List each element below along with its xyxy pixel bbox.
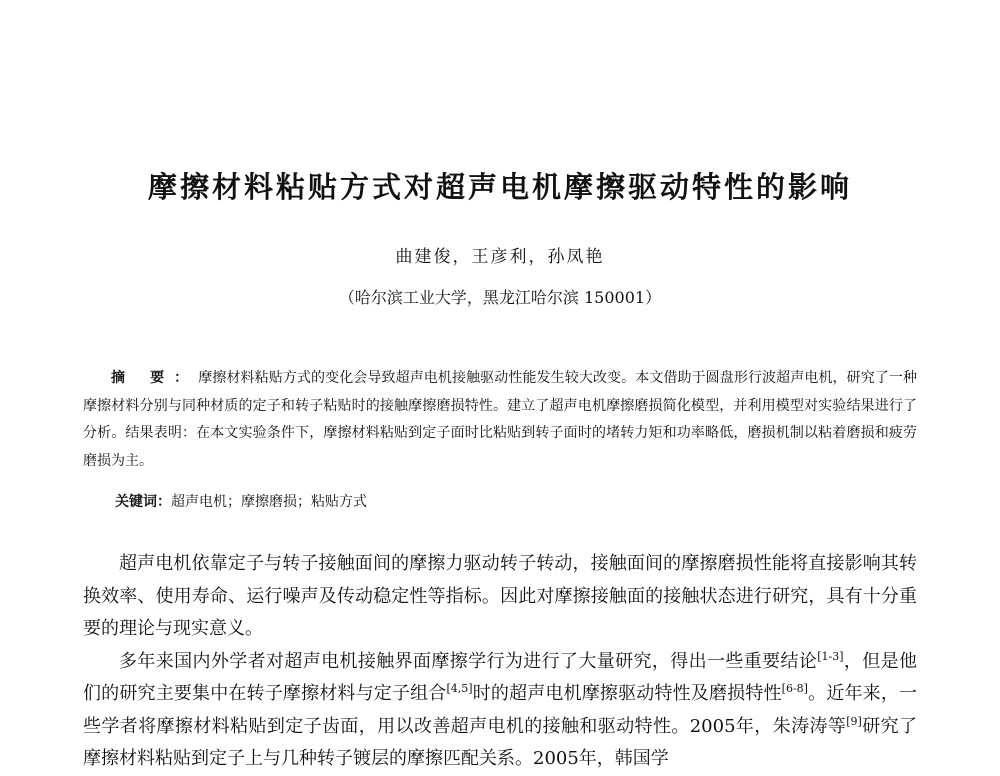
- para2-text-a: 多年来国内外学者对超声电机接触界面摩擦学行为进行了大量研究，得出一些重要结论: [119, 650, 818, 672]
- citation-ref: [6-8]: [781, 682, 808, 695]
- abstract: [83, 365, 917, 475]
- body-paragraph-1: 超声电机依靠定子与转子接触面间的摩擦力驱动转子转动，接触面间的摩擦磨损性能将直接影响其转换效率、使用寿命、运行噪声及传动稳定性等指标。因此对摩擦接触面的接触状态进行研究，具有十分重要的理论与现实意义。: [83, 553, 917, 639]
- para2-text-b: ，但是他们的研究主要集中在转子摩擦材料与定子组合: [83, 650, 917, 704]
- abstract-text: 摩擦材料粘贴方式的变化会导致超声电机接触驱动性能发生较大改变。本文借助于圆盘形行波超声电机，研究了一种摩擦材料分别与同种材质的定子和转子粘贴时的接触摩擦磨损特性。建立了超声电机摩擦磨损简化模型，并利用模型对实验结果进行了分析。结果表明：在本文实验条件下，摩擦材料粘贴到定子面时比粘贴到转子面时的堵转力矩和功率略低，磨损机制以粘着磨损和疲劳磨损为主。: [83, 370, 918, 469]
- keywords-text: 超声电机；摩擦磨损；粘贴方式: [171, 494, 367, 510]
- body-paragraph-2: [83, 646, 917, 776]
- citation-ref: [4,5]: [446, 682, 473, 695]
- keywords-label: 关键词：: [115, 494, 171, 510]
- para2-text-d: 。近年来，一些学者将摩擦材料粘贴到定子齿面，用以改善超声电机的接触和驱动特性。2005年，朱涛涛等: [83, 683, 918, 737]
- abstract-label: 摘 要：: [111, 370, 199, 386]
- para2-text-e: 研究了摩擦材料粘贴到定子上与几种转子镀层的摩擦匹配关系。2005年，韩国学: [83, 715, 918, 769]
- citation-ref: [1-3]: [817, 649, 844, 663]
- para2-text-c: 时的超声电机摩擦驱动特性及磨损特性: [472, 683, 782, 704]
- paper-title: 摩擦材料粘贴方式对超声电机摩擦驱动特性的影响: [147, 170, 852, 204]
- keywords: [115, 490, 915, 514]
- citation-ref: [9]: [846, 714, 862, 728]
- affiliation: （哈尔滨工业大学，黑龙江哈尔滨 150001）: [338, 288, 662, 307]
- author-list: 曲建俊，王彦利，孙凤艳: [395, 247, 605, 267]
- body-text: [83, 548, 917, 776]
